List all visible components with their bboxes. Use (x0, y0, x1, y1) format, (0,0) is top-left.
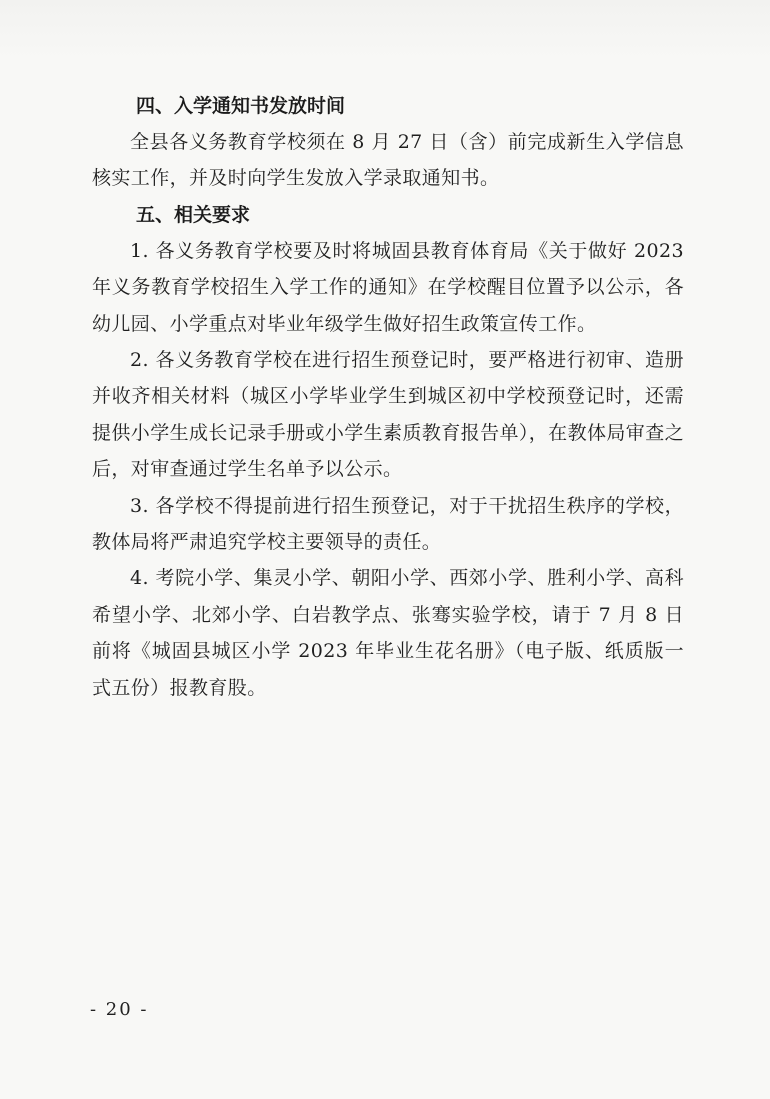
paragraph-notice-time: 全县各义务教育学校须在 8 月 27 日（含）前完成新生入学信息核实工作，并及时向学生发放入学录取通知书。 (92, 131, 684, 190)
section-heading-requirements: 五、相关要求 (136, 203, 251, 226)
paragraph-requirement-2: 2. 各义务教育学校在进行招生预登记时，要严格进行初审、造册并收齐相关材料（城区小学毕业学生到城区初中学校预登记时，还需提供小学生成长记录手册或小学生素质教育报告单），在教体局审查之后，对审查通过学生名单予以公示。 (92, 349, 684, 481)
paragraph-requirement-4: 4. 考院小学、集灵小学、朝阳小学、西郊小学、胜利小学、高科希望小学、北郊小学、白岩教学点、张骞实验学校，请于 7 月 8 日前将《城固县城区小学 2023 年毕业生花名册》（电子版、纸质版一式五份）报教育股。 (92, 567, 684, 699)
section-heading-notice-time: 四、入学通知书发放时间 (136, 95, 346, 117)
document-body (92, 88, 684, 706)
paragraph-requirement-1: 1. 各义务教育学校要及时将城固县教育体育局《关于做好 2023 年义务教育学校招生入学工作的通知》在学校醒目位置予以公示，各幼儿园、小学重点对毕业年级学生做好招生政策宣传工作。 (92, 239, 684, 335)
page-number: - 20 - (90, 999, 149, 1020)
paragraph-requirement-3: 3. 各学校不得提前进行招生预登记，对于干扰招生秩序的学校，教体局将严肃追究学校主要领导的责任。 (92, 494, 684, 554)
